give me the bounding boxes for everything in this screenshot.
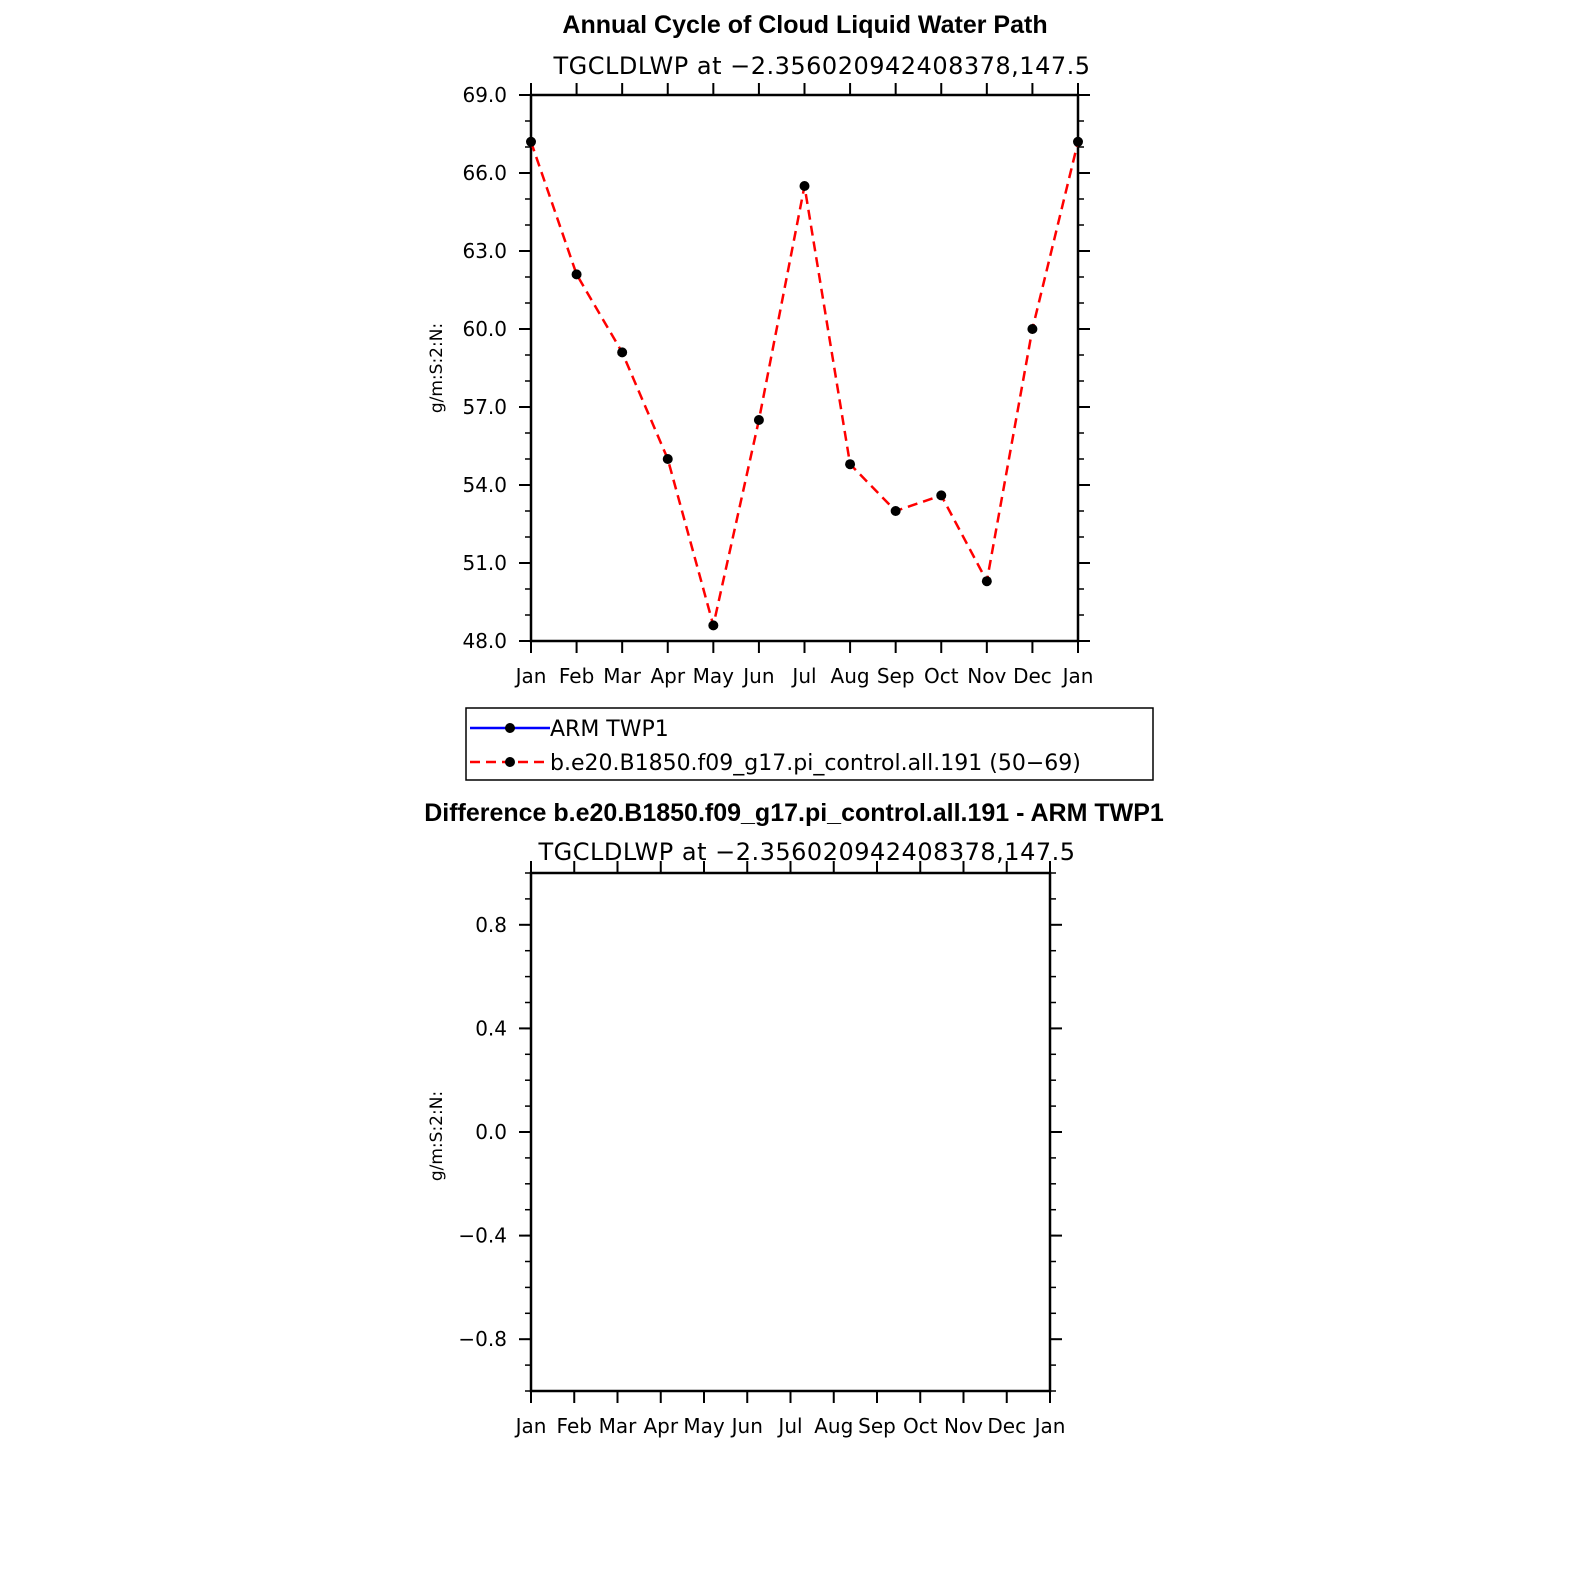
diff-chart-title: Difference b.e20.B1850.f09_g17.pi_control.all.191 - ARM TWP1: [424, 799, 1164, 827]
x-tick-label: Oct: [902, 1414, 938, 1438]
x-tick-label: Nov: [943, 1414, 984, 1438]
x-tick-label: Feb: [558, 664, 595, 688]
legend-label-arm: ARM TWP1: [550, 717, 669, 742]
x-tick-label: Jun: [743, 664, 775, 688]
y-tick-label: 60.0: [462, 317, 507, 341]
data-point: [526, 137, 536, 147]
x-tick-label: Mar: [603, 664, 642, 688]
data-point: [708, 620, 718, 630]
y-tick-label: −0.4: [458, 1223, 507, 1248]
legend-marker-model: [505, 757, 515, 767]
x-tick-label: Mar: [598, 1414, 637, 1438]
y-tick-label: −0.8: [458, 1327, 507, 1352]
x-tick-label: Jan: [1062, 664, 1094, 688]
x-tick-label: Nov: [967, 664, 1007, 688]
x-tick-label: May: [683, 1414, 725, 1438]
x-tick-label: Oct: [923, 664, 959, 688]
y-tick-label: 0.8: [475, 912, 507, 937]
legend-marker-arm: [505, 723, 515, 733]
data-point: [982, 576, 992, 586]
x-tick-label: Sep: [876, 664, 915, 688]
series-line: [531, 142, 1078, 626]
chart-subtitle: TGCLDLWP at −2.356020942408378,147.5: [553, 52, 1091, 80]
x-tick-label: Jul: [778, 1414, 803, 1438]
x-tick-label: Jun: [731, 1414, 763, 1438]
y-tick-label: 51.0: [462, 551, 507, 575]
y-tick-label: 66.0: [462, 161, 507, 185]
diff-chart-subtitle: TGCLDLWP at −2.356020942408378,147.5: [538, 838, 1076, 866]
y-tick-label: 69.0: [462, 83, 507, 107]
x-tick-label: Jul: [792, 664, 817, 688]
data-point: [845, 459, 855, 469]
x-tick-label: Sep: [858, 1414, 896, 1438]
x-tick-label: Aug: [814, 1414, 854, 1438]
x-tick-label: Dec: [1013, 664, 1052, 688]
x-tick-label: Dec: [987, 1414, 1027, 1438]
data-point: [1073, 137, 1083, 147]
data-point: [617, 347, 627, 357]
data-point: [800, 181, 810, 191]
plot-area-1: [462, 83, 1093, 688]
data-point: [754, 415, 764, 425]
x-tick-label: Aug: [830, 664, 870, 688]
data-point: [663, 454, 673, 464]
x-tick-label: Apr: [643, 1414, 679, 1438]
y-tick-label: 57.0: [462, 395, 507, 419]
y-tick-label: 0.4: [475, 1016, 507, 1041]
y-tick-label: 48.0: [462, 629, 507, 653]
x-tick-label: Jan: [1034, 1414, 1066, 1438]
y-tick-label: 63.0: [462, 239, 507, 263]
y-tick-label: 54.0: [462, 473, 507, 497]
data-point: [1027, 324, 1037, 334]
plot-frame: [531, 95, 1078, 641]
chart-title: Annual Cycle of Cloud Liquid Water Path: [562, 11, 1048, 39]
plot-frame: [531, 873, 1050, 1391]
legend-label-model: b.e20.B1850.f09_g17.pi_control.all.191 (50−69): [550, 751, 1081, 776]
x-tick-label: Feb: [556, 1414, 592, 1438]
data-point: [572, 269, 582, 279]
legend: [466, 708, 1153, 780]
y-axis-label: g/m:S:2:N:: [427, 322, 447, 414]
data-point: [936, 490, 946, 500]
x-tick-label: Jan: [515, 1414, 547, 1438]
plot-area-2: [458, 861, 1065, 1438]
x-tick-label: Jan: [515, 664, 547, 688]
diff-y-axis-label: g/m:S:2:N:: [427, 1090, 447, 1182]
x-tick-label: May: [692, 664, 735, 688]
data-point: [891, 506, 901, 516]
x-tick-label: Apr: [650, 664, 686, 688]
y-tick-label: 0.0: [475, 1120, 507, 1144]
